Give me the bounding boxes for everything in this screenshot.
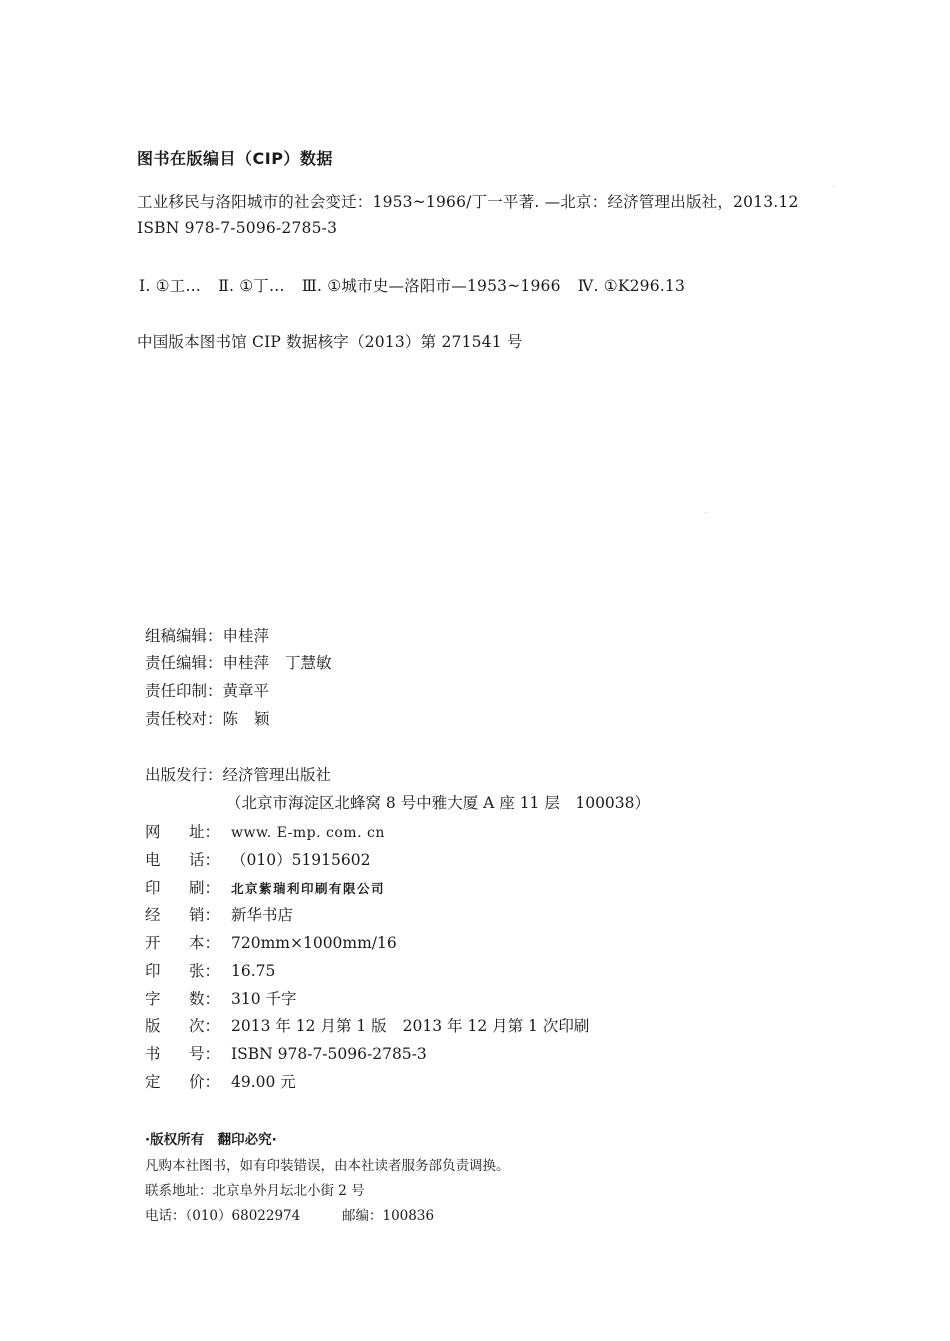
edition-row — [145, 1014, 589, 1036]
distributor-label-2: 销： — [189, 906, 221, 924]
responsible-editor-row — [145, 651, 332, 673]
publisher-name: 经济管理出版社 — [222, 766, 332, 784]
word-count-label-1: 字 — [145, 990, 161, 1008]
book-number-value: ISBN 978-7-5096-2785-3 — [231, 1045, 427, 1063]
website-row — [145, 820, 385, 842]
acquisition-editor-row — [145, 624, 269, 646]
cip-isbn-line: ISBN 978-7-5096-2785-3 — [137, 219, 338, 237]
edition-label-2: 次： — [189, 1017, 221, 1035]
phone-label-2: 话： — [189, 851, 221, 869]
word-count-label-2: 数： — [189, 990, 221, 1008]
classification-iv: Ⅳ. ①K296.13 — [577, 277, 686, 295]
price-label-2: 价： — [189, 1073, 221, 1091]
website-label-2: 址： — [189, 823, 221, 841]
cip-classification — [139, 274, 685, 296]
responsible-editor-label: 责任编辑： — [145, 654, 223, 672]
distributor-row — [145, 903, 293, 925]
proofreader-label: 责任校对： — [145, 710, 223, 728]
proofreader-value-2: 颖 — [254, 710, 270, 728]
book-number-row — [145, 1042, 427, 1064]
responsible-editor-value-1: 申桂萍 — [222, 654, 270, 672]
format-row — [145, 931, 397, 953]
publisher-row — [145, 763, 331, 785]
proofreader-row — [145, 707, 270, 729]
print-supervisor-row — [145, 679, 269, 701]
contact-postcode: 邮编：100836 — [342, 1208, 435, 1224]
print-supervisor-label: 责任印制： — [145, 682, 223, 700]
cip-heading: 图书在版编目（CIP）数据 — [137, 149, 333, 168]
classification-iii: Ⅲ. ①城市史—洛阳市—1953~1966 — [301, 277, 561, 295]
sheets-row — [145, 959, 275, 981]
book-number-label-1: 书 — [145, 1045, 161, 1063]
cip-check-line: 中国版本图书馆 CIP 数据核字（2013）第 271541 号 — [137, 333, 523, 351]
format-label-2: 本： — [189, 934, 221, 952]
format-label-1: 开 — [145, 934, 161, 952]
phone-value: （010）51915602 — [231, 851, 371, 869]
sheets-label-2: 张： — [189, 962, 221, 980]
website-value: www. E-mp. com. cn — [231, 825, 385, 841]
contact-address: 联系地址：北京阜外月坛北小街 2 号 — [145, 1183, 365, 1199]
sheets-label-1: 印 — [145, 962, 161, 980]
rights-notice: ·版权所有 翻印必究· — [145, 1132, 277, 1148]
phone-label-1: 电 — [145, 851, 161, 869]
cip-title-line: 工业移民与洛阳城市的社会变迁：1953~1966/丁一平著. —北京：经济管理出版社，2013.12 — [137, 193, 799, 211]
format-value: 720mm×1000mm/16 — [231, 934, 397, 952]
printer-label-1: 印 — [145, 879, 161, 897]
scan-speck — [705, 512, 706, 513]
publisher-address: （北京市海淀区北蜂窝 8 号中雅大厦 A 座 11 层 100038） — [226, 794, 651, 812]
printer-label-2: 刷： — [189, 879, 221, 897]
phone-row — [145, 848, 370, 870]
book-number-label-2: 号： — [189, 1045, 221, 1063]
classification-ii: Ⅱ. ①丁… — [218, 277, 285, 295]
classification-i: Ⅰ. ①工… — [139, 277, 202, 295]
acquisition-editor-value: 申桂萍 — [222, 627, 270, 645]
publisher-label: 出版发行： — [145, 766, 223, 784]
distributor-value: 新华书店 — [231, 906, 294, 924]
proofreader-value-1: 陈 — [222, 710, 239, 728]
edition-value-1: 2013 年 12 月第 1 版 — [231, 1017, 387, 1035]
website-label-1: 网 — [145, 823, 161, 841]
printer-value: 北京紫瑞利印刷有限公司 — [231, 881, 386, 896]
word-count-row — [145, 987, 297, 1009]
sheets-value: 16.75 — [231, 962, 276, 980]
edition-label-1: 版 — [145, 1017, 161, 1035]
printer-row — [145, 876, 385, 898]
acquisition-editor-label: 组稿编辑： — [145, 627, 223, 645]
scan-speck — [833, 186, 834, 187]
replacement-notice: 凡购本社图书，如有印装错误，由本社读者服务部负责调换。 — [145, 1158, 510, 1174]
price-row — [145, 1070, 296, 1092]
edition-value-2: 2013 年 12 月第 1 次印刷 — [402, 1017, 590, 1035]
distributor-label-1: 经 — [145, 906, 161, 924]
price-value: 49.00 元 — [231, 1073, 296, 1091]
contact-phone: 电话：（010）68022974 — [145, 1208, 301, 1224]
print-supervisor-value: 黄章平 — [222, 682, 270, 700]
price-label-1: 定 — [145, 1073, 161, 1091]
word-count-value: 310 千字 — [231, 990, 297, 1008]
responsible-editor-value-2: 丁慧敏 — [285, 654, 332, 672]
